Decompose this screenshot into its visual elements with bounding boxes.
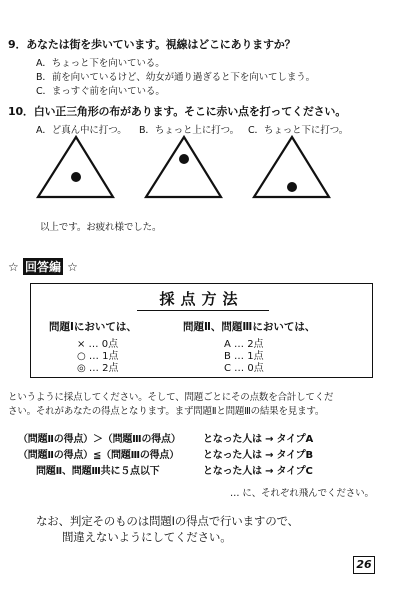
group1-title: 問題Ⅰにおいては、 bbox=[49, 321, 137, 333]
rule-condition: （問題Ⅱの得点）＞（問題Ⅲの得点） bbox=[18, 434, 181, 445]
group1-item: ○ … 1点 bbox=[77, 351, 119, 362]
q10-option-b: B．ちょっと上に打つ。 bbox=[139, 125, 240, 136]
explanation-line-2: さい。それがあなたの得点となります。まず問題Ⅱと問題Ⅲの結果を見ます。 bbox=[8, 406, 325, 417]
rule-result: となった人は → タイプB bbox=[203, 450, 313, 461]
q9-option-c: C．まっすぐ前を向いている。 bbox=[36, 86, 165, 97]
scoring-title: 採点方法 bbox=[159, 290, 244, 308]
closing-line-1: なお、判定そのものは問題Ⅰの得点で行いますので、 bbox=[36, 514, 299, 528]
q10-option-c: C．ちょっと下に打つ。 bbox=[248, 125, 349, 136]
title-underline bbox=[137, 310, 269, 311]
answers-label: 回答編 bbox=[24, 260, 61, 274]
q9-option-a: A．ちょっと下を向いている。 bbox=[36, 58, 165, 69]
rule-condition: （問題Ⅱの得点）≦（問題Ⅲの得点） bbox=[18, 450, 180, 461]
question-9: 9．あなたは街を歩いています。視線はどこにありますか？ bbox=[8, 38, 296, 51]
star-icon: ☆ bbox=[8, 260, 19, 274]
triangle-b-dot bbox=[179, 154, 189, 164]
triangle-c-dot bbox=[287, 182, 297, 192]
explanation-line-1: というように採点してください。そして、問題ごとにその点数を合計してくだ bbox=[8, 392, 334, 403]
rule-result: となった人は → タイプC bbox=[203, 466, 313, 477]
answers-header bbox=[8, 258, 78, 275]
triangle-a-dot bbox=[71, 172, 81, 182]
q10-option-a: A．ど真ん中に打つ。 bbox=[36, 125, 127, 136]
triangle-b bbox=[146, 137, 221, 197]
rule-result: となった人は → タイプA bbox=[203, 434, 313, 445]
group1-item: ◎ … 2点 bbox=[77, 363, 119, 374]
group1-item: × … 0点 bbox=[77, 339, 119, 350]
question-10: 10．白い正三角形の布があります。そこに赤い点を打ってください。 bbox=[8, 105, 347, 118]
q9-option-b: B．前を向いているけど、幼女が通り過ぎると下を向いてしまう。 bbox=[36, 72, 316, 83]
triangle-a bbox=[38, 137, 113, 197]
closing-line-2: 間違えないようにしてください。 bbox=[62, 530, 232, 544]
page-number: 26 bbox=[353, 556, 375, 574]
group2-item: B … 1点 bbox=[224, 351, 264, 362]
rules-tail: … に、それぞれ飛んでください。 bbox=[230, 488, 374, 499]
triangle-c bbox=[254, 137, 329, 197]
group2-title: 問題Ⅱ、問題Ⅲにおいては、 bbox=[183, 321, 316, 333]
rule-condition: 問題Ⅱ、問題Ⅲ共に５点以下 bbox=[36, 466, 160, 477]
group2-item: C … 0点 bbox=[224, 363, 264, 374]
group2-item: A … 2点 bbox=[224, 339, 264, 350]
star-icon: ☆ bbox=[67, 260, 78, 274]
end-note: 以上です。お疲れ様でした。 bbox=[40, 222, 162, 233]
scoring-box bbox=[30, 283, 373, 378]
